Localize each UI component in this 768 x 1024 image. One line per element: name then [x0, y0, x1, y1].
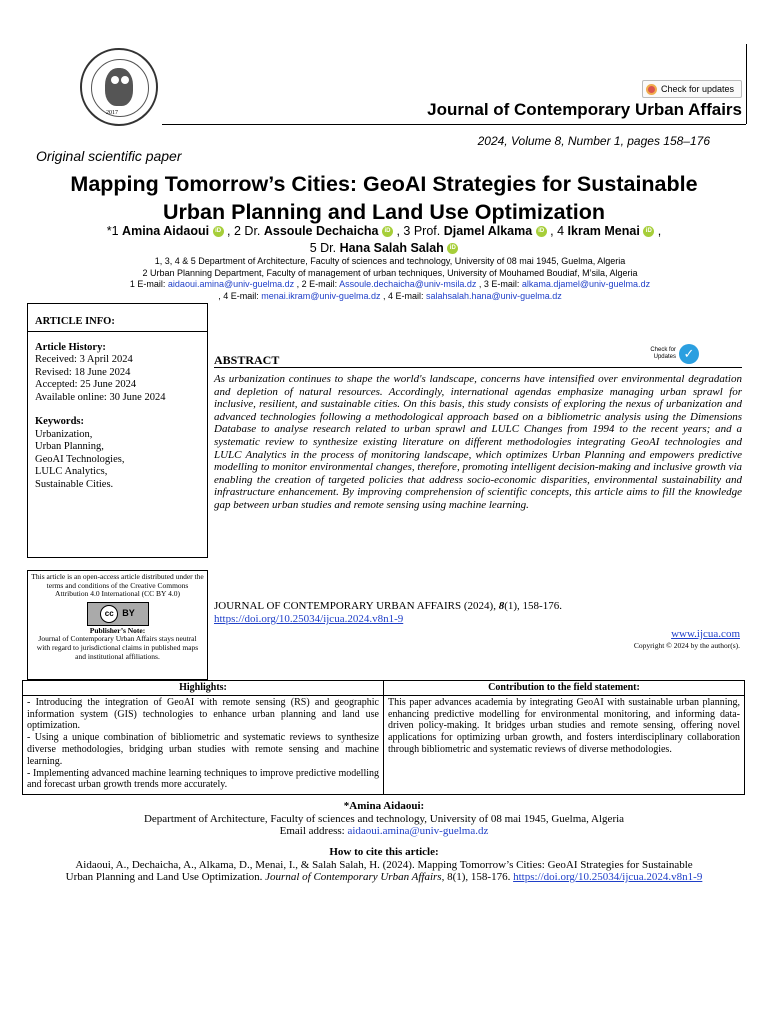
- author-name: Hana Salah Salah: [339, 241, 444, 255]
- orcid-icon[interactable]: iD: [213, 226, 224, 237]
- owl-emblem: [105, 68, 133, 106]
- keyword: LULC Analytics,: [35, 466, 108, 477]
- author-name: Ikram Menai: [567, 224, 640, 238]
- paper-type: Original scientific paper: [36, 148, 182, 164]
- website-link[interactable]: www.ijcua.com: [671, 628, 740, 640]
- crossmark-icon: [646, 84, 657, 95]
- volume-info: 2024, Volume 8, Number 1, pages 158–176: [477, 134, 710, 148]
- header-divider-vertical: [746, 44, 747, 124]
- author-emails: 1 E-mail: aidaoui.amina@univ-guelma.dz , 2 E-mail: Assoule.dechaicha@univ-msila.dz , 3 E-mail: alkama.djamel@univ-guelma.dz: [129, 279, 651, 289]
- author-list: *1 Amina Aidaoui iD , 2 Dr. Assoule Dechaicha iD , 3 Prof. Djamel Alkama iD , 4 Ikram Menai iD , 5 Dr. Hana Salah Salah iD: [106, 224, 662, 255]
- affiliations: 1, 3, 4 & 5 Department of Architecture, Faculty of sciences and technology, University of 08 mai 1945, Guelma, Algeria 2 Urban Planning Department, Faculty of management of urban techniques, University of Mouhamed Boudiaf, M’sila, Algeria 1 E-mail: aidaoui.amina@univ-guelma.dz , 2 E-mail: Assoule.dechaicha@univ-msila.dz , 3 E-mail: alkama.djamel@univ-guelma.dz , 4 E-mail: menai.ikram@univ-guelma.dz , 4 E-mail: salahsalah.hana@univ-guelma.dz: [60, 256, 720, 302]
- check-updates-label: Check for updates: [661, 84, 735, 94]
- article-info-box: ARTICLE INFO: Article History: Received: 3 April 2024 Revised: 18 June 2024 Accepted: 25 June 2024 Available online: 30 June 2024 Keywords: Urbanization, Urban Planning, GeoAI Technologies, LULC Analytics, Sustainable Cities.: [27, 303, 208, 558]
- email-link[interactable]: menai.ikram@univ-guelma.dz: [261, 290, 381, 301]
- keyword: Urbanization,: [35, 428, 93, 440]
- email-link[interactable]: aidaoui.amina@univ-guelma.dz: [167, 279, 295, 289]
- logo-year: 2017: [106, 110, 118, 116]
- author-name: Djamel Alkama: [443, 224, 533, 238]
- cc-by-badge[interactable]: cc BY: [87, 602, 149, 626]
- email-link[interactable]: alkama.djamel@univ-guelma.dz: [521, 279, 651, 289]
- highlight-item: - Implementing advanced machine learning techniques to improve predictive modelling and forecast urban growth trends more accurately.: [27, 767, 379, 791]
- orcid-icon[interactable]: iD: [447, 243, 458, 254]
- keywords-heading: Keywords:: [35, 416, 84, 427]
- contribution-heading: Contribution to the field statement:: [384, 681, 745, 696]
- keyword: Sustainable Cities.: [35, 478, 114, 490]
- checkmark-icon: ✓: [679, 344, 699, 364]
- website-block: [634, 628, 740, 652]
- orcid-icon[interactable]: iD: [536, 226, 547, 237]
- author-name: Assoule Dechaicha: [263, 224, 379, 238]
- highlight-item: - Introducing the integration of GeoAI with remote sensing (RS) and geographic information system (GIS) technologies to enhance urban planning and land use optimization.: [27, 696, 379, 732]
- paper-title: Mapping Tomorrow’s Cities: GeoAI Strategies for Sustainable Urban Planning and Land Use Optimization: [70, 172, 698, 224]
- keyword: Urban Planning,: [35, 441, 104, 452]
- abstract-text: As urbanization continues to shape the world's landscape, concerns have intensified over environmental degradation and depletion of natural resources. Accordingly, international agendas emphasize managing urban sprawl for inclusive, resilient, and sustainable cities. On this basis, this study consists of exploring the nexus of urbanization and advanced technologies following a methodological approach based on a bibliometric analysis using the Dimensions Database to analyse research related to urban sprawl and LULC Changes from 1994 to the recent years; and a systematic review to synthesize existing literature on different methodologies integrating GeoAI technologies and LULC Analytics in the process of monitoring landscape, which optimizes Urban Planning and empowers predictive modelling to monitor environmental changes, therefore, promoting intelligent decision-making and inclusive growth via enabling the creation of targeted policies that address socio-economic disparities, environmental sustainability and infrastructure enhancement. By improving comprehension of scientific concepts, this article aims to fill the knowledge gap between urban studies and remote sensing using machine learning.: [214, 373, 742, 511]
- highlights-table: [22, 680, 745, 795]
- orcid-icon[interactable]: iD: [643, 226, 654, 237]
- highlights-heading: Highlights:: [23, 681, 384, 696]
- email-link[interactable]: Assoule.dechaicha@univ-msila.dz: [339, 279, 477, 289]
- corresponding-author: *Amina Aidaoui: Department of Architecture, Faculty of sciences and technology, University of 08 mai 1945, Guelma, Algeria Email address: aidaoui.amina@univ-guelma.dz: [143, 800, 625, 837]
- doi-link[interactable]: https://doi.org/10.25034/ijcua.2024.v8n1-9: [214, 613, 404, 625]
- abstract-heading: ABSTRACT: [214, 353, 280, 367]
- check-for-updates-button[interactable]: [642, 80, 742, 98]
- check-for-updates-badge[interactable]: Check for Updates ✓: [648, 344, 699, 364]
- header-divider-horizontal: [162, 124, 746, 125]
- keyword: GeoAI Technologies,: [35, 453, 125, 465]
- journal-title: Journal of Contemporary Urban Affairs: [427, 100, 742, 119]
- copyright: Copyright © 2024 by the author(s).: [633, 641, 740, 650]
- doi-link[interactable]: https://doi.org/10.25034/ijcua.2024.v8n1-9: [513, 871, 703, 883]
- abstract-divider: [214, 367, 742, 368]
- cc-icon: cc: [100, 605, 118, 623]
- journal-citation: JOURNAL OF CONTEMPORARY URBAN AFFAIRS (2024), 8(1), 158-176. https://doi.org/10.25034/ijcua.2024.v8n1-9: [214, 600, 562, 625]
- history-heading: Article History:: [35, 341, 106, 353]
- highlights-cell: [23, 695, 384, 794]
- email-link[interactable]: salahsalah.hana@univ-guelma.dz: [425, 290, 562, 301]
- license-box: This article is an open-access article distributed under the terms and conditions of the Creative Commons Attribution 4.0 International (CC BY 4.0) cc BY Publisher’s Note: Journal of Contemporary Urban Affairs stays neutral with regard to jurisdictional claims in published maps and institutional affiliations.: [27, 570, 208, 680]
- author-name: Amina Aidaoui: [122, 224, 210, 238]
- orcid-icon[interactable]: iD: [382, 226, 393, 237]
- journal-logo: [80, 48, 158, 126]
- contribution-cell: This paper advances academia by integrating GeoAI with sustainable urban planning, enhancing predictive modelling for environmental monitoring, and informing data-driven policy-making. It bridges urban studies and remote sensing, offering novel applications for optimizing urban growth, and fosters interdisciplinary collaboration through bibliometric and systematic reviews of diverse methodologies.: [384, 695, 745, 794]
- email-link[interactable]: aidaoui.amina@univ-guelma.dz: [347, 825, 489, 837]
- highlight-item: - Using a unique combination of bibliometric and systematic reviews to synthesize diverse methodologies, bridging urban studies with remote sensing and machine learning.: [27, 732, 379, 767]
- how-to-cite: How to cite this article: Aidaoui, A., Dechaicha, A., Alkama, D., Menai, I., & Salah Salah, H. (2024). Mapping Tomorrow’s Cities: GeoAI Strategies for Sustainable Urban Planning and Land Use Optimization. Journal of Contemporary Urban Affairs, 8(1), 158-176. https://doi.org/10.25034/ijcua.2024.v8n1-9: [65, 846, 703, 883]
- article-info-heading: ARTICLE INFO:: [28, 316, 207, 332]
